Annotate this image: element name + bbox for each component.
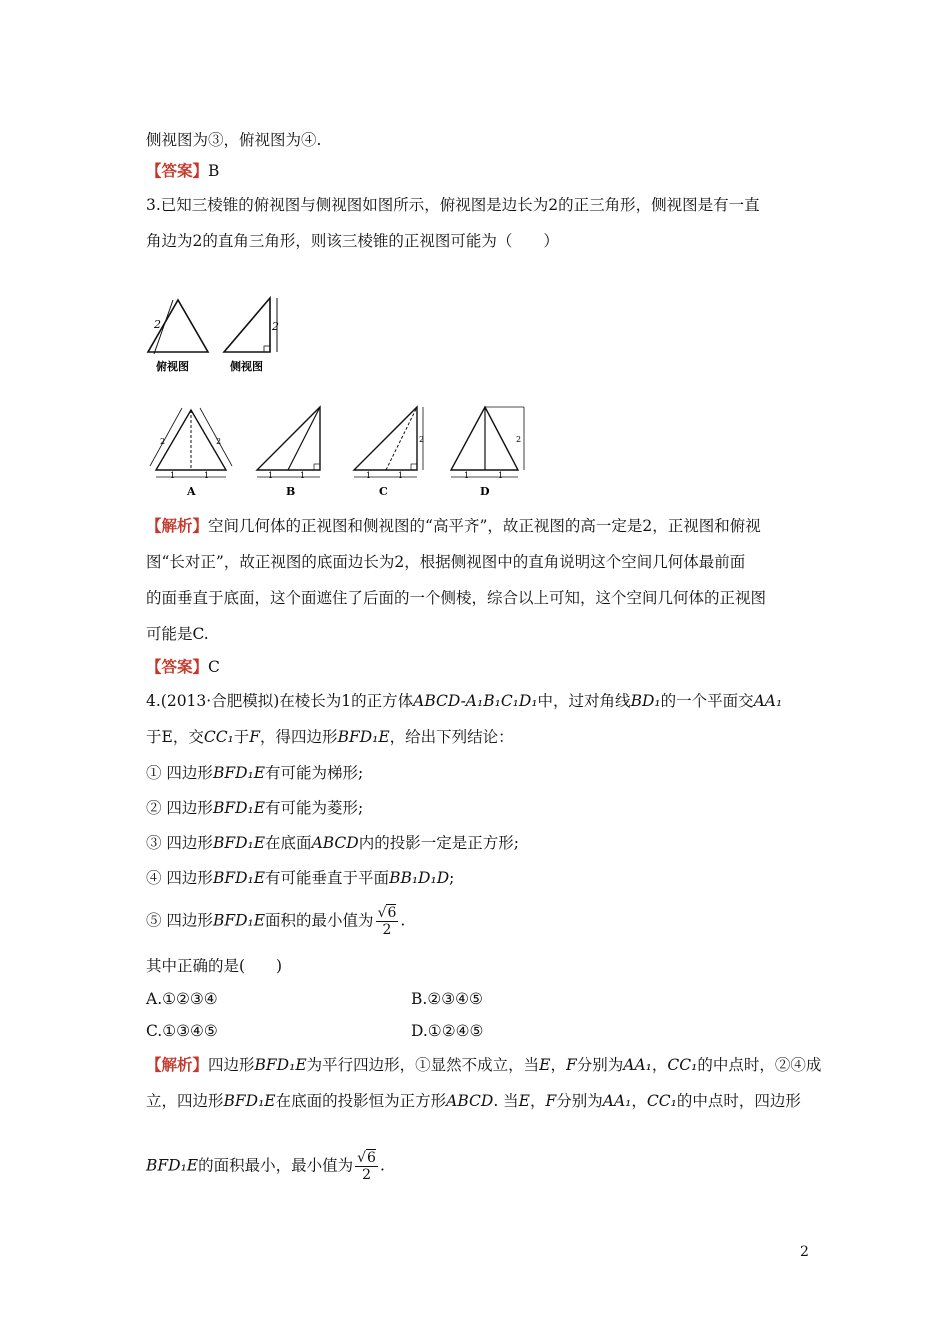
svg-text:1: 1 xyxy=(398,471,404,480)
q4-analysis-line-2: 立，四边形BFD₁E在底面的投影恒为正方形ABCD. 当E，F分别为AA₁，CC₁的中点时，四边形 xyxy=(146,1092,801,1110)
answer-tag: 【答案】 xyxy=(146,161,209,180)
option-c-figure xyxy=(354,407,424,498)
q4-statement-5: ⑤ 四边形BFD₁E面积的最小值为 $\frac{√6}{2}$ . xyxy=(146,905,406,938)
option-d-label: D xyxy=(480,485,490,498)
page-number: 2 xyxy=(800,1244,809,1260)
svg-text:2: 2 xyxy=(216,437,222,446)
svg-text:1: 1 xyxy=(204,471,210,480)
q4-analysis-line-1: 【解析】四边形BFD₁E为平行四边形，①显然不成立，当E，F分别为AA₁，CC₁的中点时，②④成 xyxy=(146,1055,822,1074)
q4-option-b: B.②③④⑤ xyxy=(411,990,483,1008)
option-a-figure xyxy=(150,408,232,498)
svg-text:2: 2 xyxy=(160,437,166,446)
option-d-figure xyxy=(451,407,524,498)
answer-tag: 【答案】 xyxy=(146,657,209,676)
q3-analysis-line-2: 图“长对正”，故正视图的底面边长为2，根据侧视图中的直角说明这个空间几何体最前面 xyxy=(146,553,746,571)
option-b-label: B xyxy=(286,485,296,498)
q3-answer: C xyxy=(208,658,220,676)
q4-option-c: C.①③④⑤ xyxy=(146,1022,218,1040)
q4-prompt: 其中正确的是( ) xyxy=(146,957,283,975)
q2-answer-line xyxy=(146,160,219,182)
svg-text:1: 1 xyxy=(268,471,274,480)
q4-option-d: D.①②④⑤ xyxy=(411,1022,484,1040)
q4-stem-line-2: 于E，交CC₁于F，得四边形BFD₁E，给出下列结论： xyxy=(146,728,514,746)
svg-text:1: 1 xyxy=(300,471,306,480)
option-b-figure xyxy=(257,407,320,498)
side-view-right-angle xyxy=(264,346,270,352)
q3-analysis-line-1: 【解析】空间几何体的正视图和侧视图的“高平齐”，故正视图的高一定是2，正视图和俯视 xyxy=(146,516,761,535)
q4-statement-1: ① 四边形BFD₁E有可能为梯形; xyxy=(146,764,364,782)
q4-statement-4: ④ 四边形BFD₁E有可能垂直于平面BB₁D₁D; xyxy=(146,869,455,887)
q4-stem-line-1: 4.(2013·合肥模拟)在棱长为1的正方体ABCD-A₁B₁C₁D₁中，过对角线BD₁的一个平面交AA₁ xyxy=(146,692,783,710)
q3-answer-line xyxy=(146,656,220,678)
svg-text:1: 1 xyxy=(498,471,504,480)
option-a-label: A xyxy=(187,485,196,498)
q3-analysis-line-3: 的面垂直于底面，这个面遮住了后面的一个侧棱，综合以上可知，这个空间几何体的正视图 xyxy=(146,589,767,607)
side-view-dim-label: 2 xyxy=(272,320,279,333)
sqrt6-over-2-fraction: $\frac{√6}{2}$ xyxy=(377,905,397,938)
sqrt6-over-2-fraction: $\frac{√6}{2}$ xyxy=(357,1150,376,1183)
q2-answer: B xyxy=(208,162,220,180)
side-view-triangle xyxy=(224,298,270,352)
analysis-tag: 【解析】 xyxy=(146,516,209,535)
top-view-label: 俯视图 xyxy=(156,360,189,373)
q3-analysis-line-4: 可能是C. xyxy=(146,625,209,643)
svg-text:1: 1 xyxy=(170,471,176,480)
q4-analysis-line-3: BFD₁E的面积最小，最小值为 $\frac{√6}{2}$ . xyxy=(146,1150,385,1183)
svg-text:2: 2 xyxy=(516,435,522,444)
svg-text:1: 1 xyxy=(464,471,470,480)
q3-stem-line-2: 角边为2的直角三角形，则该三棱锥的正视图可能为（ ） xyxy=(146,232,559,250)
q3-stem-line-1: 3.已知三棱锥的俯视图与侧视图如图所示，俯视图是边长为2的正三角形，侧视图是有一直 xyxy=(146,196,760,214)
q3-views-figure xyxy=(140,290,300,380)
option-c-label: C xyxy=(379,485,388,498)
intro-line: 侧视图为③，俯视图为④. xyxy=(146,131,322,149)
analysis-tag: 【解析】 xyxy=(146,1055,209,1074)
q4-statement-2: ② 四边形BFD₁E有可能为菱形; xyxy=(146,799,364,817)
side-view-label: 侧视图 xyxy=(230,360,263,373)
q4-option-a: A.①②③④ xyxy=(146,990,218,1008)
q3-options-figure xyxy=(140,400,540,500)
svg-text:2: 2 xyxy=(419,435,425,444)
svg-text:1: 1 xyxy=(366,471,372,480)
q4-statement-3: ③ 四边形BFD₁E在底面ABCD内的投影一定是正方形; xyxy=(146,834,519,852)
top-view-dim-label: 2 xyxy=(154,318,161,331)
